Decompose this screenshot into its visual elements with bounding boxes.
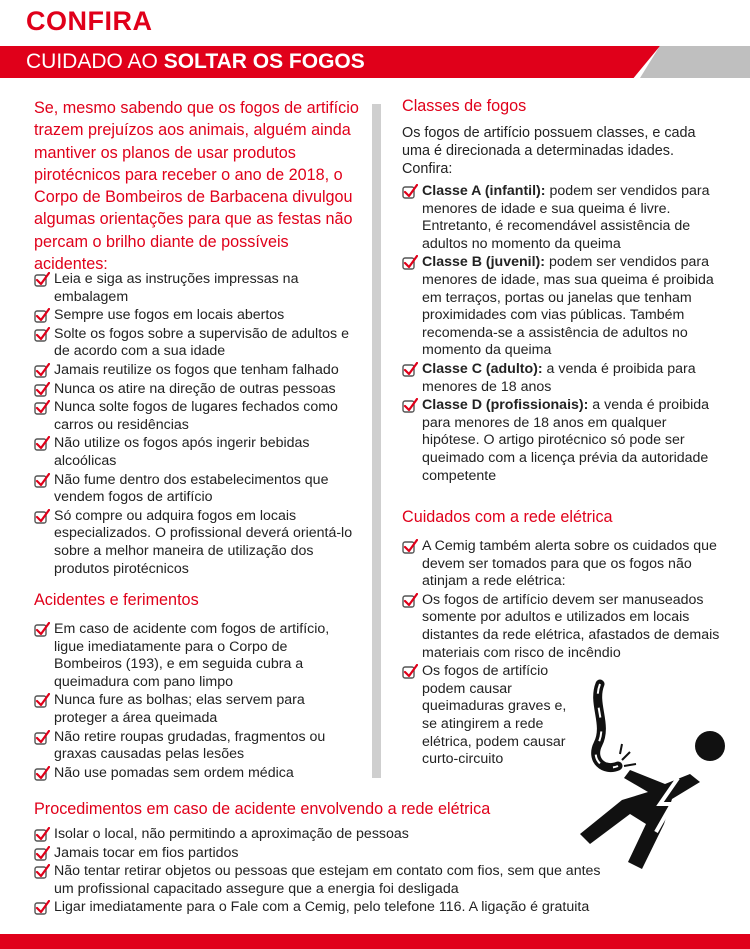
- list-item-text: Jamais tocar em fios partidos: [54, 844, 239, 861]
- list-item-text: a venda é proibida para menores de 18 anos em qualquer hipótese. O artigo pirotécnico só pode ser queimado com a licença prévia da autoridade competente: [422, 397, 710, 484]
- check-icon: [34, 622, 50, 637]
- check-icon: [34, 864, 50, 879]
- tip-item: [34, 472, 364, 507]
- check-icon: [34, 363, 50, 378]
- accidents-heading: Acidentes e ferimentos: [34, 591, 199, 609]
- banner-bold: SOLTAR OS FOGOS: [163, 50, 365, 73]
- check-icon: [34, 400, 50, 415]
- list-item-text: a venda é proibida para menores de 18 anos: [422, 360, 696, 395]
- list-item-text: podem ser vendidos para menores de idade e sua queima é livre. Entretanto, é recomendável assistência de adultos no momento da queima: [422, 183, 710, 252]
- list-item-text: Ligar imediatamente para o Fale com a Cemig, pelo telefone 116. A ligação é gratuita: [54, 899, 590, 916]
- check-icon: [34, 900, 50, 915]
- list-item-text: Nunca solte fogos de lugares fechados como carros ou residências: [54, 399, 338, 433]
- list-item-text: Solte os fogos sobre a supervisão de adultos e de acordo com a sua idade: [54, 325, 349, 360]
- check-icon: [402, 398, 418, 413]
- procedure-item: [34, 826, 624, 844]
- list-item-text: Os fogos de artifício podem causar queimaduras graves e, se atingirem a rede elétrica, podem causar curto-circuito: [422, 663, 567, 768]
- procedures-heading: Procedimentos em caso de acidente envolvendo a rede elétrica: [34, 800, 491, 818]
- intro-paragraph: Se, mesmo sabendo que os fogos de artifício trazem prejuízos aos animais, alguém ainda mantiver os planos de usar produtos pirotécnicos para receber o ano de 2018, o Corpo de Bombeiros de Barbacena divulgou algumas orientações para que as festas não percam o brilho diante de possíveis acidentes:: [34, 99, 359, 274]
- list-item-text: Leia e siga as instruções impressas na embalagem: [54, 271, 299, 305]
- footer-bar: [0, 934, 750, 949]
- check-icon: [34, 827, 50, 842]
- list-item-text: Só compre ou adquira fogos em locais especializados. O profissional deverá orientá-lo sobre a melhor maneira de utilização dos produtos pirotécnicos: [54, 507, 353, 577]
- accident-item: [34, 621, 334, 691]
- accidents-list: [34, 621, 334, 783]
- procedure-item: [34, 863, 624, 898]
- accident-item: [34, 765, 334, 783]
- check-icon: [34, 473, 50, 488]
- page-title: CONFIRA: [26, 6, 153, 36]
- procedures-list: [34, 826, 624, 918]
- tip-item: [34, 381, 364, 399]
- column-divider: [372, 104, 381, 778]
- list-item-text: Os fogos de artifício devem ser manuseados somente por adultos e utilizados em locais distantes da rede elétrica, afastados de demais materiais com risco de incêndio: [422, 591, 720, 661]
- electric-item: [402, 592, 732, 662]
- procedure-item: [34, 845, 624, 863]
- header-banner: [0, 46, 750, 78]
- check-icon: [402, 362, 418, 377]
- check-icon: [34, 272, 50, 287]
- list-item-text: A Cemig também alerta sobre os cuidados que devem ser tomados para que os fogos não atinjam a rede elétrica:: [422, 538, 717, 590]
- banner-prefix: CUIDADO AO: [26, 50, 164, 73]
- check-icon: [34, 308, 50, 323]
- class-item: [402, 183, 722, 253]
- check-icon: [34, 730, 50, 745]
- check-icon: [402, 593, 418, 608]
- check-icon: [34, 693, 50, 708]
- list-item-text: Isolar o local, não permitindo a aproximação de pessoas: [54, 826, 409, 842]
- classes-intro: Os fogos de artifício possuem classes, e cada uma é direcionada a determinadas idades. Confira:: [402, 125, 696, 177]
- check-icon: [402, 539, 418, 554]
- check-icon: [402, 664, 418, 679]
- list-item-text: Não use pomadas sem ordem médica: [54, 764, 294, 781]
- list-item-text: Sempre use fogos em locais abertos: [54, 307, 285, 324]
- class-name: Classe B (juvenil):: [422, 254, 545, 271]
- procedure-item: [34, 899, 624, 917]
- tip-item: [34, 362, 364, 380]
- classes-list: [402, 183, 722, 486]
- list-item-text: Jamais reutilize os fogos que tenham falhado: [54, 361, 339, 378]
- tip-item: [34, 508, 364, 578]
- list-item-text: Não tentar retirar objetos ou pessoas que estejam em contato com fios, sem que antes um profissional capacitado assegure que a energia foi desligada: [54, 863, 601, 897]
- check-icon: [34, 327, 50, 342]
- accident-item: [34, 692, 334, 727]
- tip-item: [34, 307, 364, 325]
- class-item: [402, 361, 722, 396]
- electric-heading: Cuidados com a rede elétrica: [402, 508, 613, 526]
- list-item-text: Não utilize os fogos após ingerir bebidas alcoólicas: [54, 435, 310, 469]
- tip-item: [34, 399, 364, 434]
- list-item-text: Nunca fure as bolhas; elas servem para proteger a área queimada: [54, 692, 305, 726]
- classes-heading: Classes de fogos: [402, 97, 527, 115]
- check-icon: [34, 766, 50, 781]
- class-name: Classe A (infantil):: [422, 183, 546, 199]
- check-icon: [402, 184, 418, 199]
- class-name: Classe D (profissionais):: [422, 397, 589, 414]
- banner-title: [26, 50, 365, 74]
- check-icon: [34, 436, 50, 451]
- electrocuted-person-icon: [560, 674, 730, 874]
- list-item-text: Nunca os atire na direção de outras pessoas: [54, 380, 336, 397]
- class-item: [402, 397, 722, 485]
- accident-item: [34, 729, 334, 764]
- check-icon: [34, 846, 50, 861]
- tips-list: [34, 271, 364, 579]
- electric-item: [402, 663, 567, 769]
- list-item-text: Não fume dentro dos estabelecimentos que vendem fogos de artifício: [54, 471, 329, 506]
- class-name: Classe C (adulto):: [422, 360, 543, 377]
- check-icon: [34, 382, 50, 397]
- tip-item: [34, 271, 364, 306]
- list-item-text: Em caso de acidente com fogos de artifício, ligue imediatamente para o Corpo de Bombeiros (193), e em seguida cubra a queimadura com pano limpo: [54, 621, 330, 690]
- list-item-text: Não retire roupas grudadas, fragmentos ou graxas causadas pelas lesões: [54, 728, 326, 763]
- tip-item: [34, 326, 364, 361]
- tip-item: [34, 435, 364, 470]
- electric-item: [402, 538, 732, 591]
- list-item-text: podem ser vendidos para menores de idade, mas sua queima é proibida em terraços, portas ou janelas que tenham proximidades com vias públicas. Também recomenda-se a assistência de adultos no momento da queima: [422, 254, 714, 359]
- check-icon: [34, 509, 50, 524]
- check-icon: [402, 255, 418, 270]
- class-item: [402, 254, 722, 360]
